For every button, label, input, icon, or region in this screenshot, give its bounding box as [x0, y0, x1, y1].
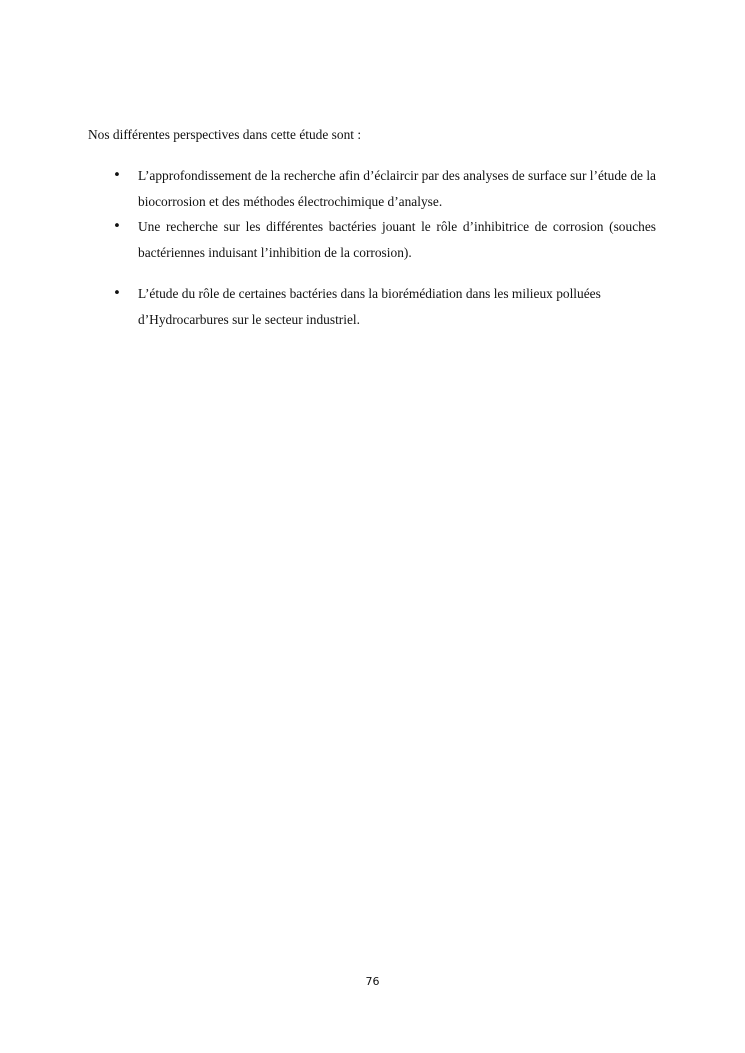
list-item-text: L’étude du rôle de certaines bactéries dans la biorémédiation dans les milieux polluées d’Hydrocarbures sur le secteur industriel. [138, 286, 601, 327]
bullet-icon: • [113, 168, 121, 183]
intro-paragraph: Nos différentes perspectives dans cette étude sont : [88, 127, 362, 142]
bullet-icon: • [113, 219, 121, 234]
bullet-icon: • [113, 286, 121, 301]
list-item-text: L’approfondissement de la recherche afin d’éclaircir par des analyses de surface sur l’étude de la biocorrosion et des méthodes électrochimique d’analyse. [138, 168, 656, 209]
list-item-text: Une recherche sur les différentes bactéries jouant le rôle d’inhibitrice de corrosion (souches bactériennes induisant l’inhibition de la corrosion). [138, 219, 656, 260]
page-number: 76 [365, 975, 380, 988]
